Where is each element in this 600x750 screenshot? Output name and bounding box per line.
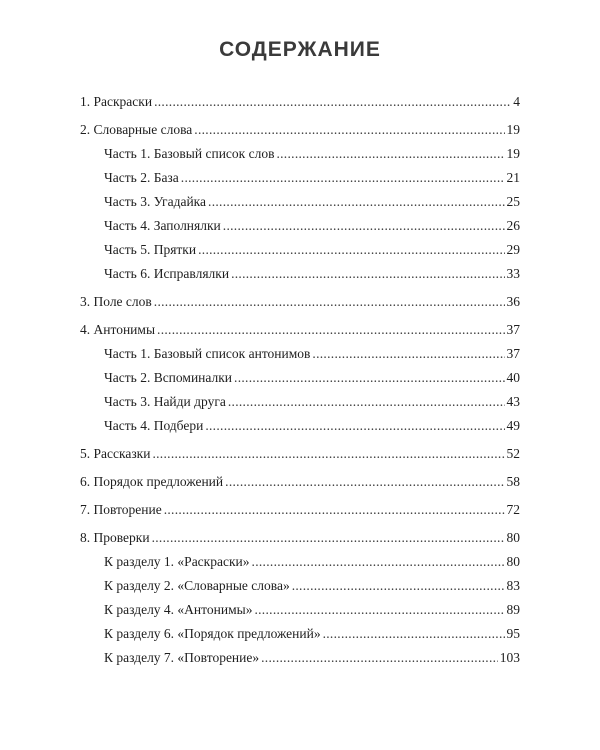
toc-entry-label: Часть 1. Базовый список антонимов	[104, 346, 311, 361]
toc-entry-label: 2. Словарные слова	[80, 122, 193, 137]
toc-entry	[80, 169, 520, 186]
dot-leader	[292, 577, 505, 594]
dot-leader	[152, 529, 505, 546]
toc-entry	[80, 649, 520, 666]
dot-leader	[154, 93, 511, 110]
toc-entry-page-number: 83	[506, 578, 520, 593]
toc-entry-page-number: 52	[506, 446, 520, 461]
toc-entry	[80, 321, 520, 338]
toc-entry-label: Часть 2. База	[104, 170, 179, 185]
toc-entry-label: Часть 2. Вспоминалки	[104, 370, 233, 385]
dot-leader	[323, 625, 505, 642]
toc-entry-label: 8. Проверки	[80, 530, 150, 545]
toc-entry-label: 3. Поле слов	[80, 294, 152, 309]
toc-entry-page-number: 29	[506, 242, 520, 257]
toc-entry-label: К разделу 2. «Словарные слова»	[104, 578, 290, 593]
toc-entry	[80, 293, 520, 310]
toc-entry-label: К разделу 4. «Антонимы»	[104, 602, 253, 617]
dot-leader	[198, 241, 504, 258]
toc-entry-page-number: 37	[506, 322, 520, 337]
toc-entry-label: 7. Повторение	[80, 502, 162, 517]
toc-entry-page-number: 95	[506, 626, 520, 641]
dot-leader	[234, 369, 504, 386]
toc-entry-page-number: 49	[506, 418, 520, 433]
toc-entry-label: Часть 5. Прятки	[104, 242, 197, 257]
toc-entry	[80, 241, 520, 258]
toc-entry	[80, 501, 520, 518]
toc-entry-page-number: 80	[506, 554, 520, 569]
toc-entry	[80, 529, 520, 546]
dot-leader	[181, 169, 505, 186]
toc-entry	[80, 217, 520, 234]
toc-entry-page-number: 43	[506, 394, 520, 409]
dot-leader	[157, 321, 504, 338]
toc-entry	[80, 93, 520, 110]
toc-entry	[80, 601, 520, 618]
toc-entry-page-number: 21	[506, 170, 520, 185]
dot-leader	[252, 553, 505, 570]
toc-entry-page-number: 19	[506, 122, 520, 137]
dot-leader	[154, 293, 505, 310]
toc-entry-label: Часть 3. Найди друга	[104, 394, 226, 409]
toc-entry-label: К разделу 6. «Порядок предложений»	[104, 626, 321, 641]
toc-entry-page-number: 25	[506, 194, 520, 209]
toc-entry	[80, 193, 520, 210]
toc-entry	[80, 553, 520, 570]
page-title: СОДЕРЖАНИЕ	[219, 38, 381, 61]
dot-leader	[276, 145, 504, 162]
toc-entry-page-number: 58	[506, 474, 520, 489]
toc-entry-page-number: 37	[506, 346, 520, 361]
toc-entry	[80, 625, 520, 642]
dot-leader	[225, 473, 504, 490]
toc-entry-page-number: 72	[506, 502, 520, 517]
toc-entry-label: К разделу 7. «Повторение»	[104, 650, 260, 665]
toc-entry-label: Часть 6. Исправлялки	[104, 266, 230, 281]
toc-entry-label: Часть 1. Базовый список слов	[104, 146, 275, 161]
toc-entry	[80, 145, 520, 162]
toc-entry-label: Часть 4. Подбери	[104, 418, 204, 433]
toc-entry	[80, 445, 520, 462]
toc-entry	[80, 345, 520, 362]
toc-entry-label: Часть 4. Заполнялки	[104, 218, 221, 233]
toc-entry-page-number: 40	[506, 370, 520, 385]
toc-entry	[80, 121, 520, 138]
toc-entry	[80, 369, 520, 386]
toc-entry	[80, 417, 520, 434]
toc-entry-label: К разделу 1. «Раскраски»	[104, 554, 250, 569]
toc-entry-page-number: 103	[499, 650, 520, 665]
toc-entry	[80, 393, 520, 410]
toc-entry-page-number: 89	[506, 602, 520, 617]
toc-entry-page-number: 19	[506, 146, 520, 161]
toc-entry	[80, 473, 520, 490]
dot-leader	[223, 217, 505, 234]
toc-entry-label: 1. Раскраски	[80, 94, 153, 109]
dot-leader	[231, 265, 504, 282]
dot-leader	[312, 345, 504, 362]
toc-entry-page-number: 26	[506, 218, 520, 233]
toc-entry-label: 6. Порядок предложений	[80, 474, 224, 489]
toc-entry-label: 4. Антонимы	[80, 322, 156, 337]
dot-leader	[152, 445, 504, 462]
toc-entry-page-number: 4	[513, 94, 520, 109]
toc-entry	[80, 265, 520, 282]
toc-entry-label: 5. Рассказки	[80, 446, 151, 461]
toc-entry-page-number: 36	[506, 294, 520, 309]
dot-leader	[261, 649, 498, 666]
dot-leader	[208, 193, 504, 210]
toc-entry	[80, 577, 520, 594]
toc-entry-label: Часть 3. Угадайка	[104, 194, 207, 209]
toc-entry-page-number: 80	[506, 530, 520, 545]
dot-leader	[194, 121, 504, 138]
dot-leader	[254, 601, 504, 618]
dot-leader	[205, 417, 504, 434]
toc-entry-page-number: 33	[506, 266, 520, 281]
dot-leader	[164, 501, 505, 518]
dot-leader	[228, 393, 505, 410]
